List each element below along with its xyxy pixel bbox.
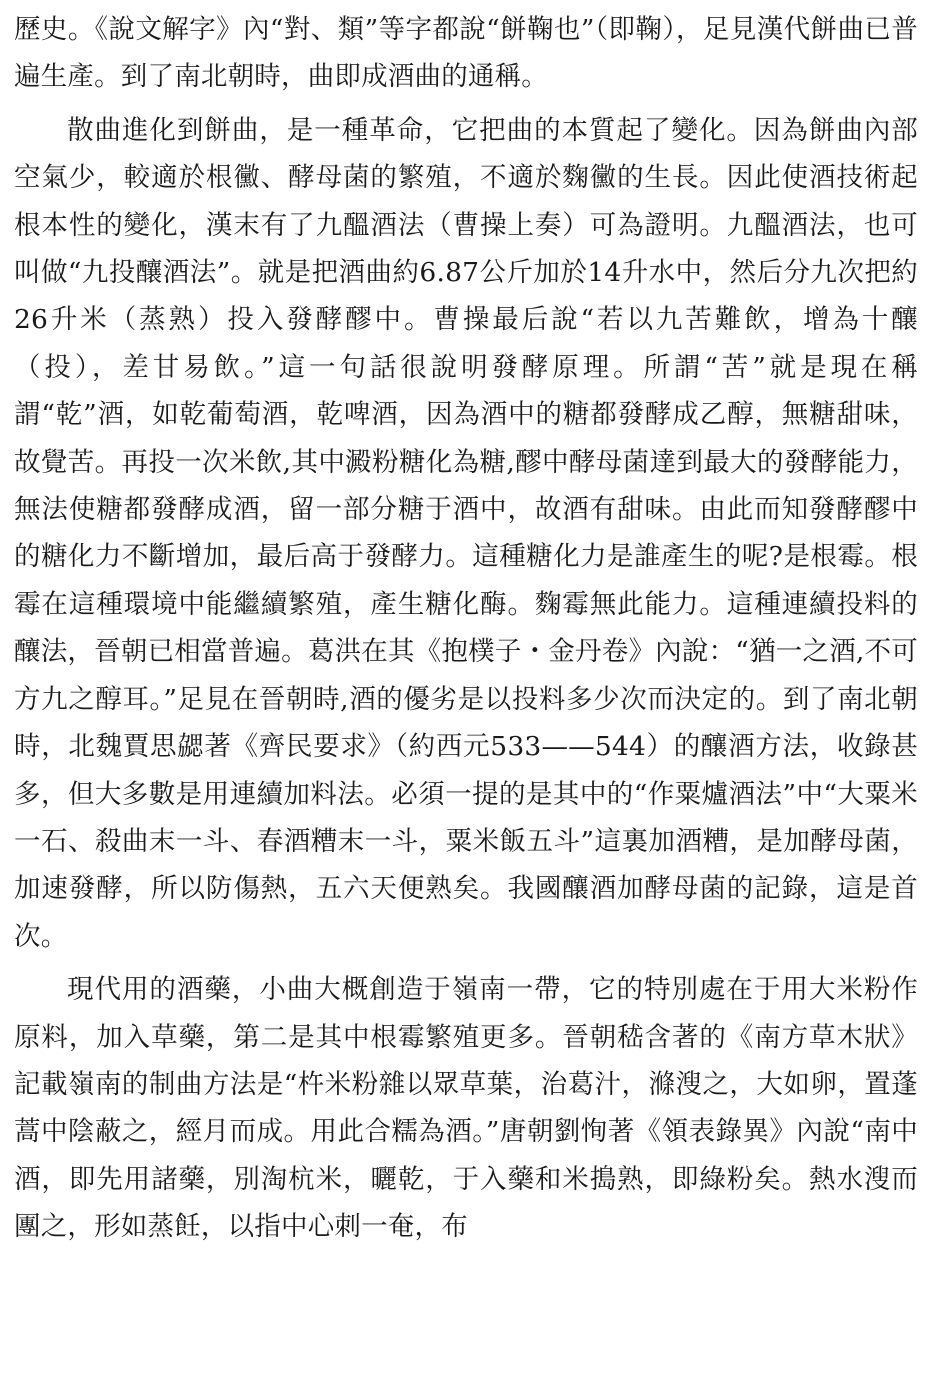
paragraph-1: 歷史。《說文解字》內“對、類”等字都說“餅鞠也”（即鞠），足見漢代餅曲已普遍生產。到了南北朝時，曲即成酒曲的通稱。 xyxy=(14,14,918,93)
paragraph-2: 散曲進化到餅曲，是一種革命，它把曲的本質起了變化。因為餅曲內部空氣少，較適於根黴、酵母菌的繁殖，不適於麴黴的生長。因此使酒技術起根本性的變化，漢末有了九醞酒法（曹操上奏）可為證明。九醞酒法，也可叫做“九投釀酒法”。就是把酒曲約6.87公斤加於14升水中，然后分九次把約26升米（蒸熟）投入發酵醪中。曹操最后說“若以九苦難飲，增為十釀（投），差甘易飲。”這一句話很說明發酵原理。所謂“苦”就是現在稱謂“乾”酒，如乾葡萄酒，乾啤酒，因為酒中的糖都發酵成乙醇，無糖甜味，故覺苦。再投一次米飲,其中澱粉糖化為糖,醪中酵母菌達到最大的發酵能力，無法使糖都發酵成酒，留一部分糖于酒中，故酒有甜味。由此而知發酵醪中的糖化力不斷增加，最后高于發酵力。這種糖化力是誰產生的呢?是根霉。根霉在這種環境中能繼續繁殖，產生糖化酶。麴霉無此能力。這種連續投料的釀法，晉朝已相當普遍。葛洪在其《抱樸子・金丹卷》內說：“猶一之酒,不可方九之醇耳。”足見在晉朝時,酒的優劣是以投料多少次而決定的。到了南北朝時，北魏賈思勰著《齊民要求》（約西元533——544）的釀酒方法，收錄甚多，但大多數是用連續加料法。必須一提的是其中的“作粟爐酒法”中“大粟米一石、殺曲末一斗、春酒糟末一斗，粟米飯五斗”這裏加酒糟，是加酵母菌，加速發酵，所以防傷熱，五六天便熟矣。我國釀酒加酵母菌的記錄，這是首次。 xyxy=(14,114,918,952)
paragraph-3: 現代用的酒藥，小曲大概創造于嶺南一帶，它的特別處在于用大米粉作原料，加入草藥，第二是其中根霉繁殖更多。晉朝嵇含著的《南方草木狀》記載嶺南的制曲方法是“杵米粉雜以眾草葉，治葛汁，滌溲之，大如卵，置蓬蒿中陰蔽之，經月而成。用此合糯為酒。”唐朝劉恂著《領表錄異》內說“南中酒，即先用諸藥，別淘杭米，曬乾，于入藥和米搗熟，即綠粉矣。熱水溲而團之，形如蒸飪，以指中心刺一奄，布 xyxy=(14,974,918,1243)
document-page xyxy=(14,6,918,1257)
